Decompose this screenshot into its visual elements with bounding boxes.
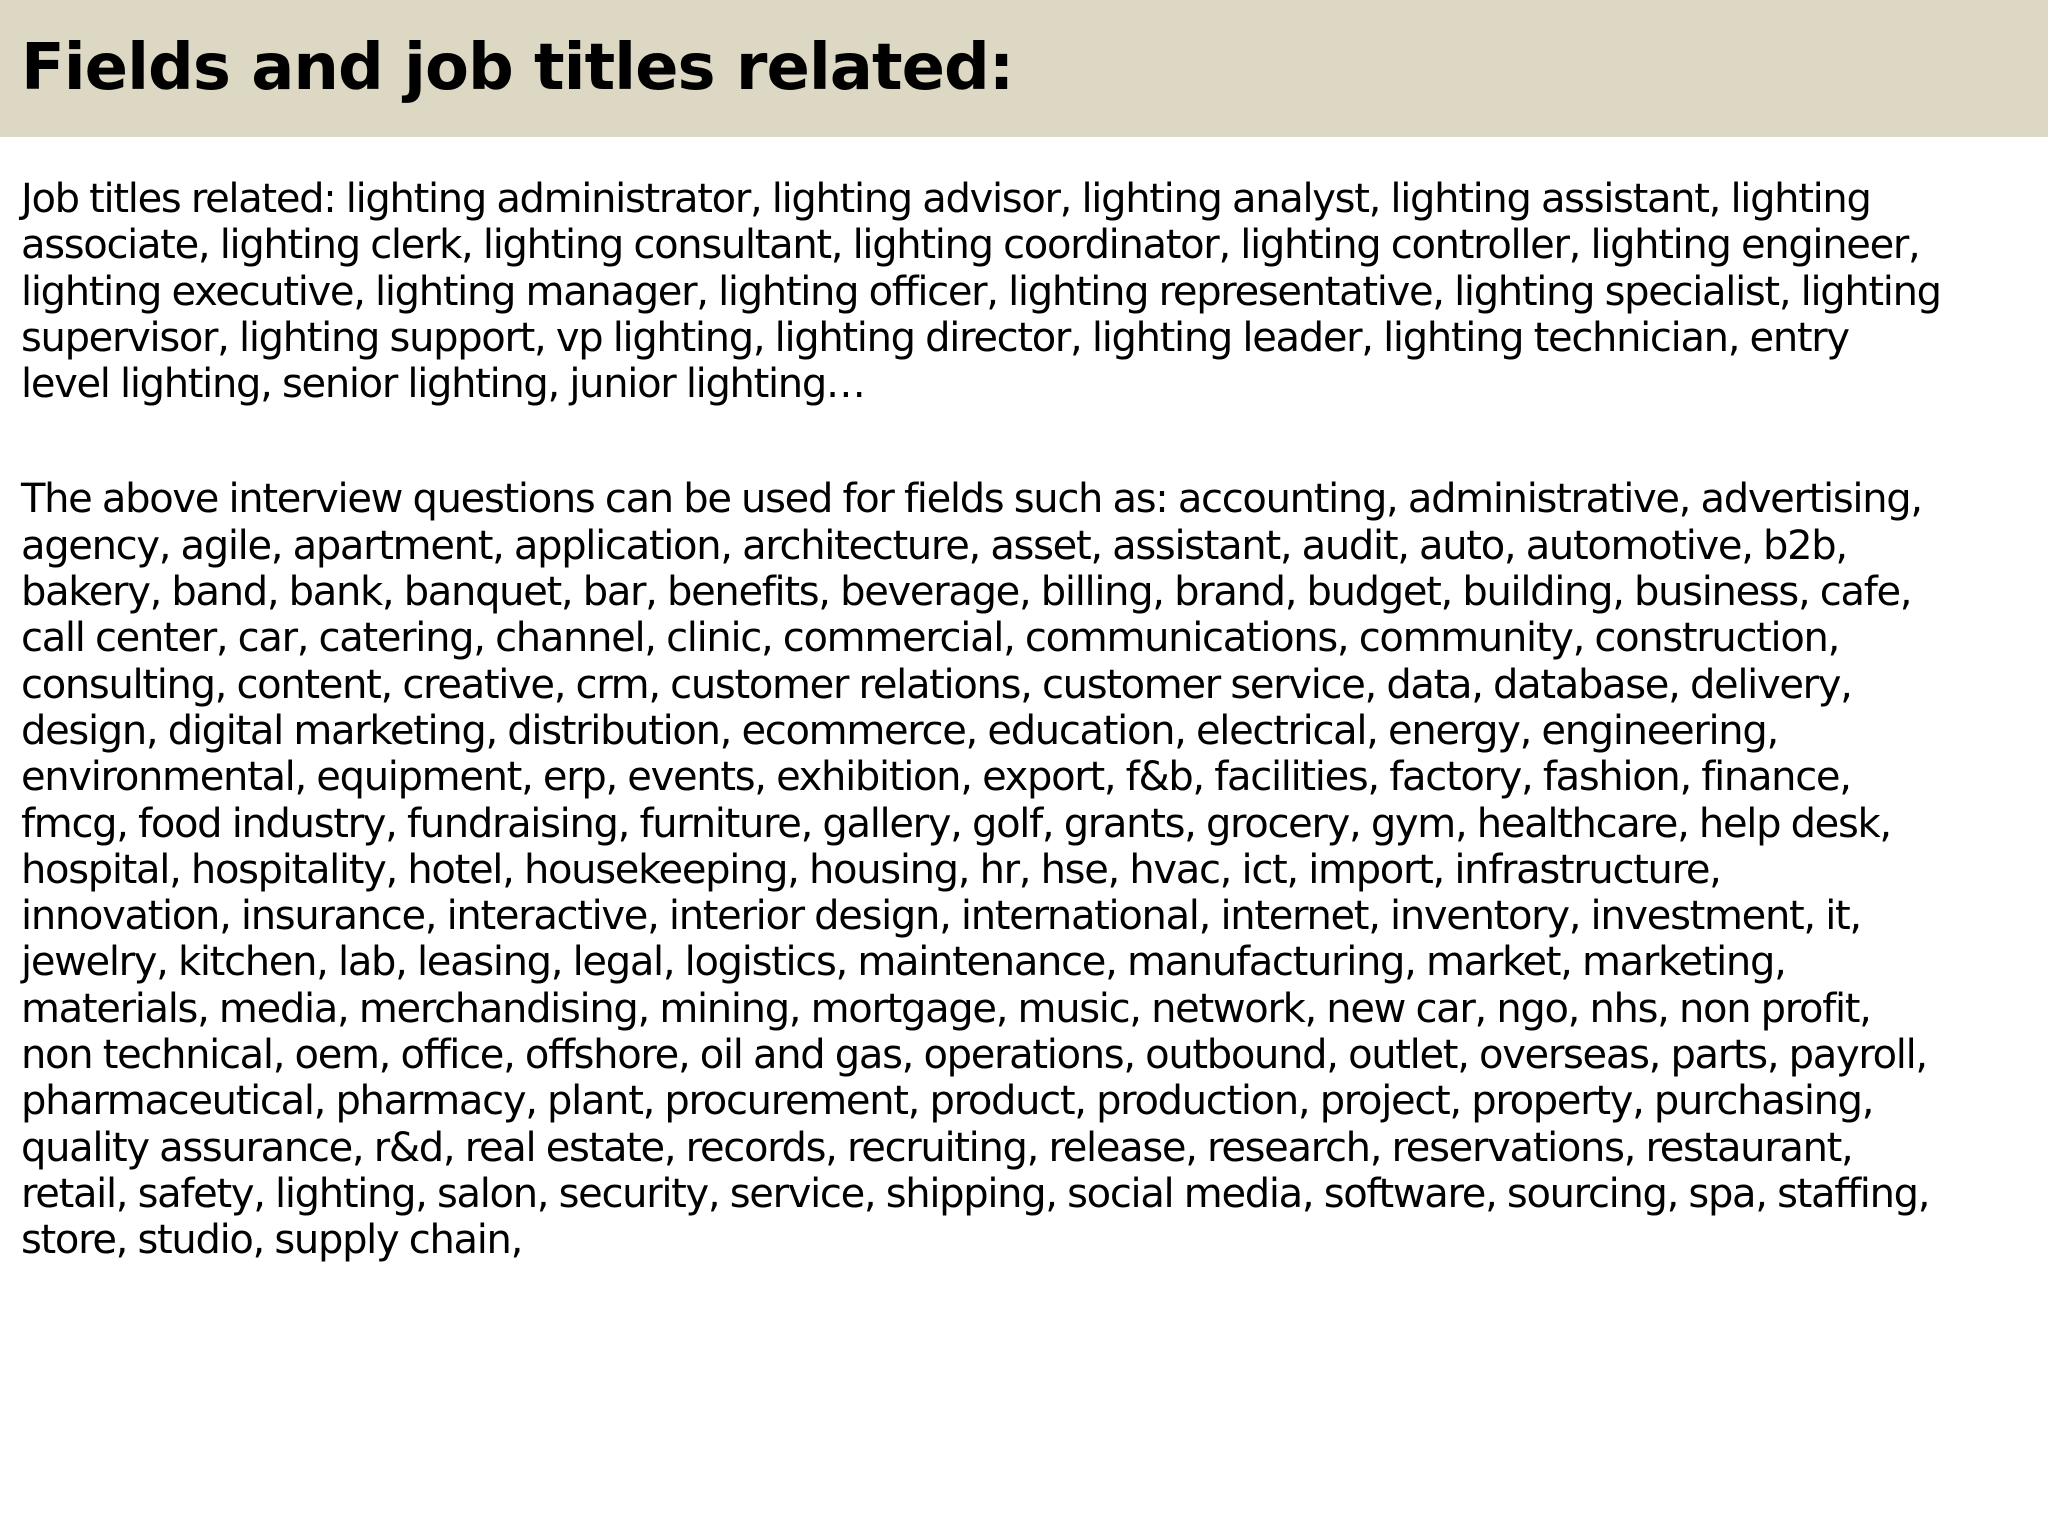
text-line: retail, safety, lighting, salon, security, service, shipping, social media, software, sourcing, spa, staffing, [21, 1170, 1930, 1217]
text-line: fmcg, food industry, fundraising, furniture, gallery, golf, grants, grocery, gym, healthcare, help desk, [21, 800, 1891, 847]
slide-title: Fields and job titles related: [21, 31, 1014, 105]
fields-paragraph [21, 476, 2031, 1263]
text-line: jewelry, kitchen, lab, leasing, legal, logistics, maintenance, manufacturing, market, marketing, [21, 939, 1786, 986]
text-line: level lighting, senior lighting, junior lighting… [21, 361, 865, 408]
text-line: pharmaceutical, pharmacy, plant, procurement, product, production, project, property, purchasing, [21, 1078, 1874, 1125]
text-line: hospital, hospitality, hotel, housekeeping, housing, hr, hse, hvac, ict, import, infrastructure, [21, 846, 1721, 893]
text-line: innovation, insurance, interactive, interior design, international, internet, inventory, investment, it, [21, 893, 1861, 940]
slide-body [21, 176, 2031, 1264]
text-line: call center, car, catering, channel, clinic, commercial, communications, community, construction, [21, 615, 1839, 662]
text-line: associate, lighting clerk, lighting consultant, lighting coordinator, lighting controller, lighting engineer, [21, 222, 1920, 269]
text-line: environmental, equipment, erp, events, exhibition, export, f&b, facilities, factory, fashion, finance, [21, 754, 1851, 801]
job-titles-paragraph [21, 176, 2031, 407]
text-line: design, digital marketing, distribution, ecommerce, education, electrical, energy, engineering, [21, 707, 1778, 754]
text-line: consulting, content, creative, crm, customer relations, customer service, data, database, delivery, [21, 661, 1852, 708]
text-line: store, studio, supply chain, [21, 1217, 522, 1264]
text-line: quality assurance, r&d, real estate, records, recruiting, release, research, reservations, restaurant, [21, 1124, 1853, 1171]
text-line: The above interview questions can be used for fields such as: accounting, administrative, advertising, [21, 476, 1922, 523]
text-line: Job titles related: lighting administrator, lighting advisor, lighting analyst, lighting assistant, lighting [21, 176, 1871, 222]
text-line: supervisor, lighting support, vp lighting, lighting director, lighting leader, lighting technician, entry [21, 314, 1849, 361]
text-line: lighting executive, lighting manager, lighting officer, lighting representative, lighting specialist, lighting [21, 268, 1941, 315]
title-bar [0, 0, 2048, 137]
text-line: bakery, band, bank, banquet, bar, benefits, beverage, billing, brand, budget, building, business, cafe, [21, 569, 1912, 616]
text-line: non technical, oem, office, offshore, oil and gas, operations, outbound, outlet, overseas, parts, payroll, [21, 1032, 1927, 1079]
text-line: materials, media, merchandising, mining, mortgage, music, network, new car, ngo, nhs, non profit, [21, 985, 1871, 1032]
text-line: agency, agile, apartment, application, architecture, asset, assistant, audit, auto, automotive, b2b, [21, 522, 1847, 569]
